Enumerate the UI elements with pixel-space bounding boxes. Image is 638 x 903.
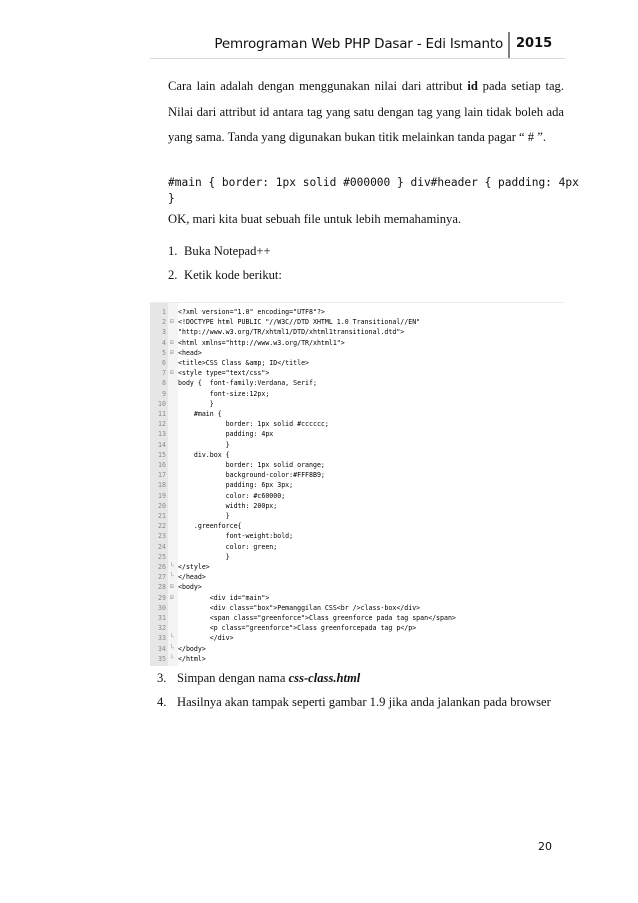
code-line bbox=[150, 582, 564, 592]
line-number: 14 bbox=[158, 440, 166, 449]
step-text: Ketik kode berikut: bbox=[184, 268, 282, 282]
fold-marker: ⊟ bbox=[170, 318, 174, 326]
line-number: 27 bbox=[158, 573, 166, 582]
line-number: 4 bbox=[162, 338, 166, 347]
p1-keyword-id: id bbox=[467, 79, 478, 93]
code-line bbox=[150, 633, 564, 643]
line-number: 15 bbox=[158, 450, 166, 459]
code-text: </body> bbox=[178, 644, 206, 653]
line-number: 24 bbox=[158, 542, 166, 551]
step-3 bbox=[157, 671, 360, 686]
code-line bbox=[150, 654, 564, 664]
line-number: 17 bbox=[158, 471, 166, 480]
fold-marker: ⊟ bbox=[170, 583, 174, 591]
code-text: <div class="box">Pemanggilan CSS<br />class-box</div> bbox=[178, 603, 421, 612]
code-text: .greenforce{ bbox=[178, 522, 242, 531]
header-title: Pemrograman Web PHP Dasar - Edi Ismanto bbox=[214, 36, 503, 52]
step-text: Hasilnya akan tampak seperti gambar 1.9 jika anda jalankan pada browser bbox=[177, 695, 551, 709]
code-line bbox=[150, 378, 564, 388]
page-number: 20 bbox=[538, 840, 552, 853]
paragraph-intro: OK, mari kita buat sebuah file untuk lebih memahaminya. bbox=[168, 212, 462, 226]
code-text: color: #c60000; bbox=[178, 491, 286, 500]
code-text: <title>CSS Class &amp; ID</title> bbox=[178, 359, 310, 367]
code-text: </style> bbox=[178, 563, 210, 571]
code-text: <p class="greenforce">Class greenforcepada tag p</p> bbox=[178, 624, 417, 633]
line-number: 32 bbox=[158, 624, 166, 633]
code-line bbox=[150, 644, 564, 654]
line-number: 20 bbox=[158, 501, 166, 510]
code-line bbox=[150, 399, 564, 409]
step-text: Buka Notepad++ bbox=[184, 244, 271, 258]
fold-marker: ⊟ bbox=[170, 348, 174, 356]
code-line bbox=[150, 440, 564, 450]
code-text: padding: 4px bbox=[178, 430, 274, 439]
code-text: <head> bbox=[178, 348, 202, 357]
code-line bbox=[150, 562, 564, 572]
line-number: 11 bbox=[158, 410, 166, 418]
code-text: <?xml version="1.0" encoding="UTF8"?> bbox=[178, 308, 325, 316]
code-text: <div id="main"> bbox=[178, 593, 270, 602]
paragraph-id-attribute bbox=[168, 74, 564, 151]
line-number: 2 bbox=[162, 318, 166, 327]
code-editor-screenshot bbox=[150, 302, 564, 666]
line-number: 21 bbox=[158, 512, 166, 520]
line-number: 28 bbox=[158, 583, 166, 592]
fold-marker: ⊟ bbox=[170, 338, 174, 346]
code-line bbox=[150, 542, 564, 552]
code-line bbox=[150, 317, 564, 327]
fold-marker: └ bbox=[170, 634, 174, 642]
step-1 bbox=[168, 244, 271, 259]
code-line bbox=[150, 531, 564, 541]
code-text: } bbox=[178, 399, 214, 408]
code-text: </head> bbox=[178, 573, 206, 582]
step-text: Simpan dengan nama bbox=[177, 671, 289, 685]
line-number: 19 bbox=[158, 491, 166, 500]
code-text: body { font-family:Verdana, Serif; bbox=[178, 379, 317, 388]
code-text: font-weight:bold; bbox=[178, 532, 294, 541]
code-line bbox=[150, 552, 564, 562]
header-rule bbox=[150, 58, 565, 59]
file-name: css-class.html bbox=[288, 671, 361, 685]
code-line bbox=[150, 409, 564, 419]
code-line bbox=[150, 338, 564, 348]
code-text: background-color:#FFF8B9; bbox=[178, 471, 325, 480]
code-line bbox=[150, 327, 564, 337]
code-text: } bbox=[178, 440, 230, 449]
code-line bbox=[150, 450, 564, 460]
code-text: <body> bbox=[178, 583, 202, 592]
code-line bbox=[150, 470, 564, 480]
step-number: 3. bbox=[157, 671, 167, 685]
line-number: 25 bbox=[158, 552, 166, 561]
code-text: <span class="greenforce">Class greenforce pada tag span</span> bbox=[178, 614, 456, 622]
code-text: <style type="text/css"> bbox=[178, 369, 270, 378]
step-2 bbox=[168, 268, 282, 283]
line-number: 23 bbox=[158, 532, 166, 541]
step-number: 4. bbox=[157, 695, 167, 709]
page-header bbox=[0, 32, 638, 58]
code-line bbox=[150, 389, 564, 399]
line-number: 22 bbox=[158, 522, 166, 531]
line-number: 35 bbox=[158, 654, 166, 663]
line-number: 16 bbox=[158, 461, 166, 469]
header-year: 2015 bbox=[516, 36, 553, 51]
line-number: 31 bbox=[158, 614, 166, 622]
line-number: 3 bbox=[162, 328, 166, 337]
code-line bbox=[150, 603, 564, 613]
fold-marker: └ bbox=[170, 563, 174, 570]
line-number: 8 bbox=[162, 379, 166, 388]
code-line bbox=[150, 521, 564, 531]
code-line bbox=[150, 358, 564, 368]
code-text: border: 1px solid #cccccc; bbox=[178, 420, 329, 429]
line-number: 5 bbox=[162, 348, 166, 357]
code-text: #main { bbox=[178, 410, 222, 418]
p1-text-b: pada setiap tag. Nilai dari attribut id antara tag yang satu dengan tag yang lain tidak boleh ada yang sama. Tanda yang digunakan bukan titik melainkan tanda pagar “ # ”. bbox=[168, 79, 564, 144]
code-line bbox=[150, 491, 564, 501]
code-line bbox=[150, 307, 564, 317]
line-number: 6 bbox=[162, 359, 166, 367]
line-number: 12 bbox=[158, 420, 166, 429]
line-number: 10 bbox=[158, 399, 166, 408]
code-line bbox=[150, 623, 564, 633]
code-line bbox=[150, 593, 564, 603]
code-line bbox=[150, 501, 564, 511]
line-number: 9 bbox=[162, 389, 166, 398]
line-number: 1 bbox=[162, 308, 166, 316]
p1-text-a: Cara lain adalah dengan menggunakan nilai dari attribut bbox=[168, 79, 468, 93]
fold-marker: ⊟ bbox=[170, 593, 174, 601]
code-line bbox=[150, 368, 564, 378]
fold-marker: └ bbox=[170, 573, 174, 581]
code-text: </html> bbox=[178, 654, 206, 663]
fold-marker: └ bbox=[170, 644, 174, 652]
line-number: 29 bbox=[158, 593, 166, 602]
code-line bbox=[150, 613, 564, 623]
code-text: color: green; bbox=[178, 542, 278, 551]
code-text: div.box { bbox=[178, 450, 230, 459]
line-number: 13 bbox=[158, 430, 166, 439]
code-text: width: 200px; bbox=[178, 501, 278, 510]
step-number: 1. bbox=[168, 244, 178, 258]
step-4 bbox=[157, 695, 551, 710]
css-code-line-2: } bbox=[168, 192, 175, 205]
code-line bbox=[150, 429, 564, 439]
line-number: 18 bbox=[158, 481, 166, 490]
code-line bbox=[150, 572, 564, 582]
step-number: 2. bbox=[168, 268, 178, 282]
code-text: </div> bbox=[178, 634, 234, 643]
code-line bbox=[150, 348, 564, 358]
code-line bbox=[150, 480, 564, 490]
code-line bbox=[150, 511, 564, 521]
code-text: <!DOCTYPE html PUBLIC "//W3C//DTD XHTML 1.0 Transitional//EN" bbox=[178, 318, 421, 327]
fold-marker: └ bbox=[170, 654, 174, 662]
code-line bbox=[150, 419, 564, 429]
code-line bbox=[150, 460, 564, 470]
fold-marker: ⊟ bbox=[170, 369, 174, 377]
code-text: <html xmlns="http://www.w3.org/TR/xhtml1"> bbox=[178, 338, 345, 347]
line-number: 30 bbox=[158, 603, 166, 612]
css-code-line-1: #main { border: 1px solid #000000 } div#header { padding: 4px bbox=[168, 176, 579, 189]
code-text: } bbox=[178, 552, 230, 561]
code-text: border: 1px solid orange; bbox=[178, 461, 325, 469]
code-text: } bbox=[178, 512, 230, 520]
code-text: font-size:12px; bbox=[178, 389, 270, 398]
line-number: 26 bbox=[158, 563, 166, 571]
code-text: "http://www.w3.org/TR/xhtml1/DTD/xhtml1transitional.dtd"> bbox=[178, 328, 405, 337]
header-separator bbox=[508, 32, 510, 58]
code-text: padding: 6px 3px; bbox=[178, 481, 294, 490]
line-number: 34 bbox=[158, 644, 166, 653]
line-number: 33 bbox=[158, 634, 166, 643]
line-number: 7 bbox=[162, 369, 166, 378]
